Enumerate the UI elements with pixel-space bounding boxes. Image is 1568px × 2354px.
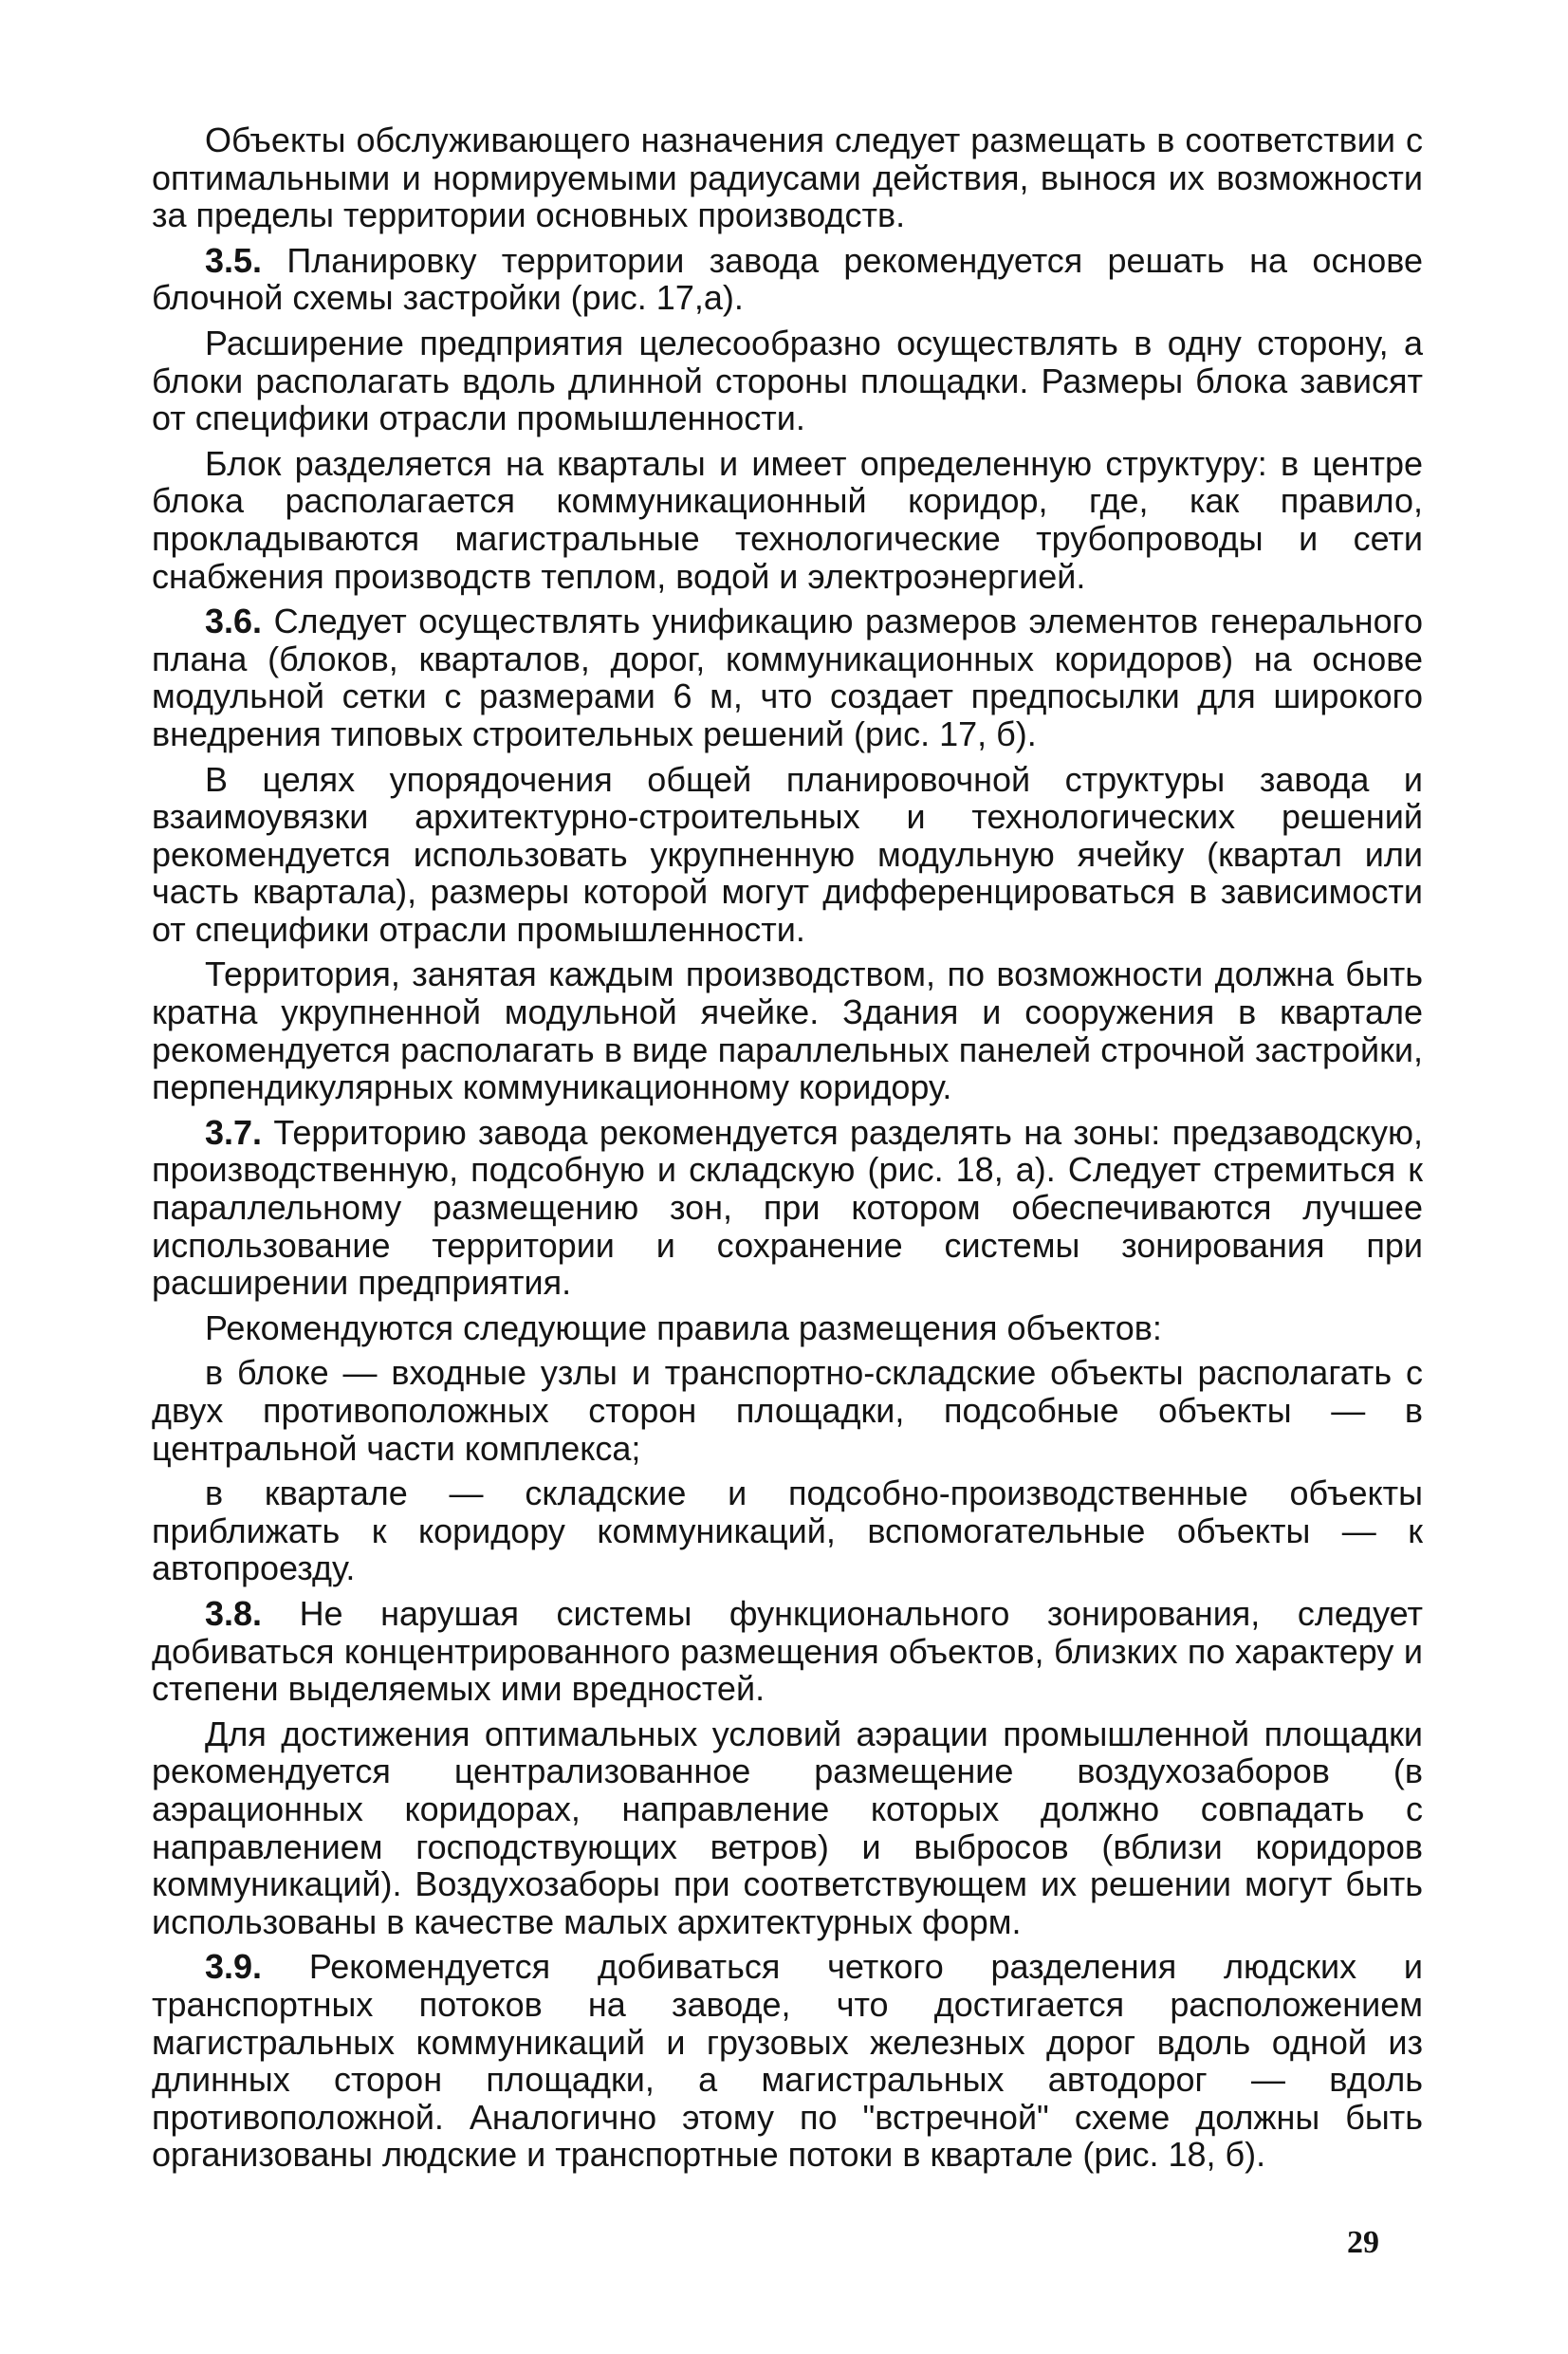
section-number: 3.5. xyxy=(205,240,263,280)
paragraph-9: Рекомендуются следующие правила размещения объектов: xyxy=(205,1307,1162,1347)
paragraph-1: Объекты обслуживающего назначения следует размещать в соответствии с оптимальными и нормируемыми радиусами действия, вынося их возможности за пределы территории основных производств. xyxy=(152,120,1423,235)
paragraph-4: Блок разделяется на кварталы и имеет определенную структуру: в центре блока располагается коммуникационный коридор, где, как правило, прокладываются магистральные технологические трубопроводы и сети снабжения производств теплом, водой и электроэнергией. xyxy=(152,443,1423,596)
paragraph-7: Территория, занятая каждым производством, по возможности должна быть кратна укрупненной модульной ячейке. Здания и сооружения в квартале рекомендуется располагать в виде параллельных панелей строчной застройки, перпендикулярных коммуникационному коридору. xyxy=(152,955,1423,1107)
section-number: 3.6. xyxy=(205,602,263,641)
section-number: 3.8. xyxy=(205,1593,263,1633)
paragraph-10: в блоке — входные узлы и транспортно-складские объекты располагать с двух противоположных сторон площадки, подсобные объекты — в центральной части комплекса; xyxy=(152,1353,1423,1468)
paragraph-11: в квартале — складские и подсобно-производственные объекты приближать к коридору коммуникаций, вспомогательные объекты — к автопроезду. xyxy=(152,1474,1423,1588)
paragraph-3-8: 3.8. Не нарушая системы функционального зонирования, следует добиваться концентрированного размещения объектов, близких по характеру и степени выделяемых ими вредностей. xyxy=(152,1593,1423,1709)
page-body xyxy=(152,121,1423,2181)
paragraph-3-9: 3.9. Рекомендуется добиваться четкого разделения людских и транспортных потоков на заводе, что достигается расположением магистральных коммуникаций и грузовых железных дорог вдоль одной из длинных сторон площадки, а магистральных автодорог — вдоль противоположной. Аналогично этому по "встречной" схеме должны быть организованы людские и транспортные потоки в квартале (рис. 18, б). xyxy=(152,1947,1423,2175)
paragraph-6: В целях упорядочения общей планировочной структуры завода и взаимоувязки архитектурно-строительных и технологических решений рекомендуется использовать укрупненную модульную ячейку (квартал или часть квартала), размеры которой могут дифференцироваться в зависимости от специфики отрасли промышленности. xyxy=(152,759,1423,949)
page-number: 29 xyxy=(1347,2225,1379,2260)
paragraph-3: Расширение предприятия целесообразно осуществлять в одну сторону, а блоки располагать вдоль длинной стороны площадки. Размеры блока зависят от специфики отрасли промышленности. xyxy=(152,323,1423,438)
section-number: 3.7. xyxy=(205,1112,263,1152)
paragraph-3-5: 3.5. Планировку территории завода рекомендуется решать на основе блочной схемы застройки (рис. 17,а). xyxy=(152,240,1423,318)
paragraph-3-6: 3.6. Следует осуществлять унификацию размеров элементов генерального плана (блоков, кварталов, дорог, коммуникационных коридоров) на основе модульной сетки с размерами 6 м, что создает предпосылки для широкого внедрения типовых строительных решений (рис. 17, б). xyxy=(152,602,1423,753)
paragraph-13: Для достижения оптимальных условий аэрации промышленной площадки рекомендуется централизованное размещение воздухозаборов (в аэрационных коридорах, направление которых должно совпадать с направлением господствующих ветров) и выбросов (вблизи коридоров коммуникаций). Воздухозаборы при соответствующем их решении могут быть использованы в качестве малых архитектурных форм. xyxy=(152,1714,1423,1941)
section-number: 3.9. xyxy=(205,1947,263,1987)
paragraph-3-7: 3.7. Территорию завода рекомендуется разделять на зоны: предзаводскую, производственную, подсобную и складскую (рис. 18, а). Следует стремиться к параллельному размещению зон, при котором обеспечиваются лучшее использование территории и сохранение системы зонирования при расширении предприятия. xyxy=(152,1112,1423,1303)
